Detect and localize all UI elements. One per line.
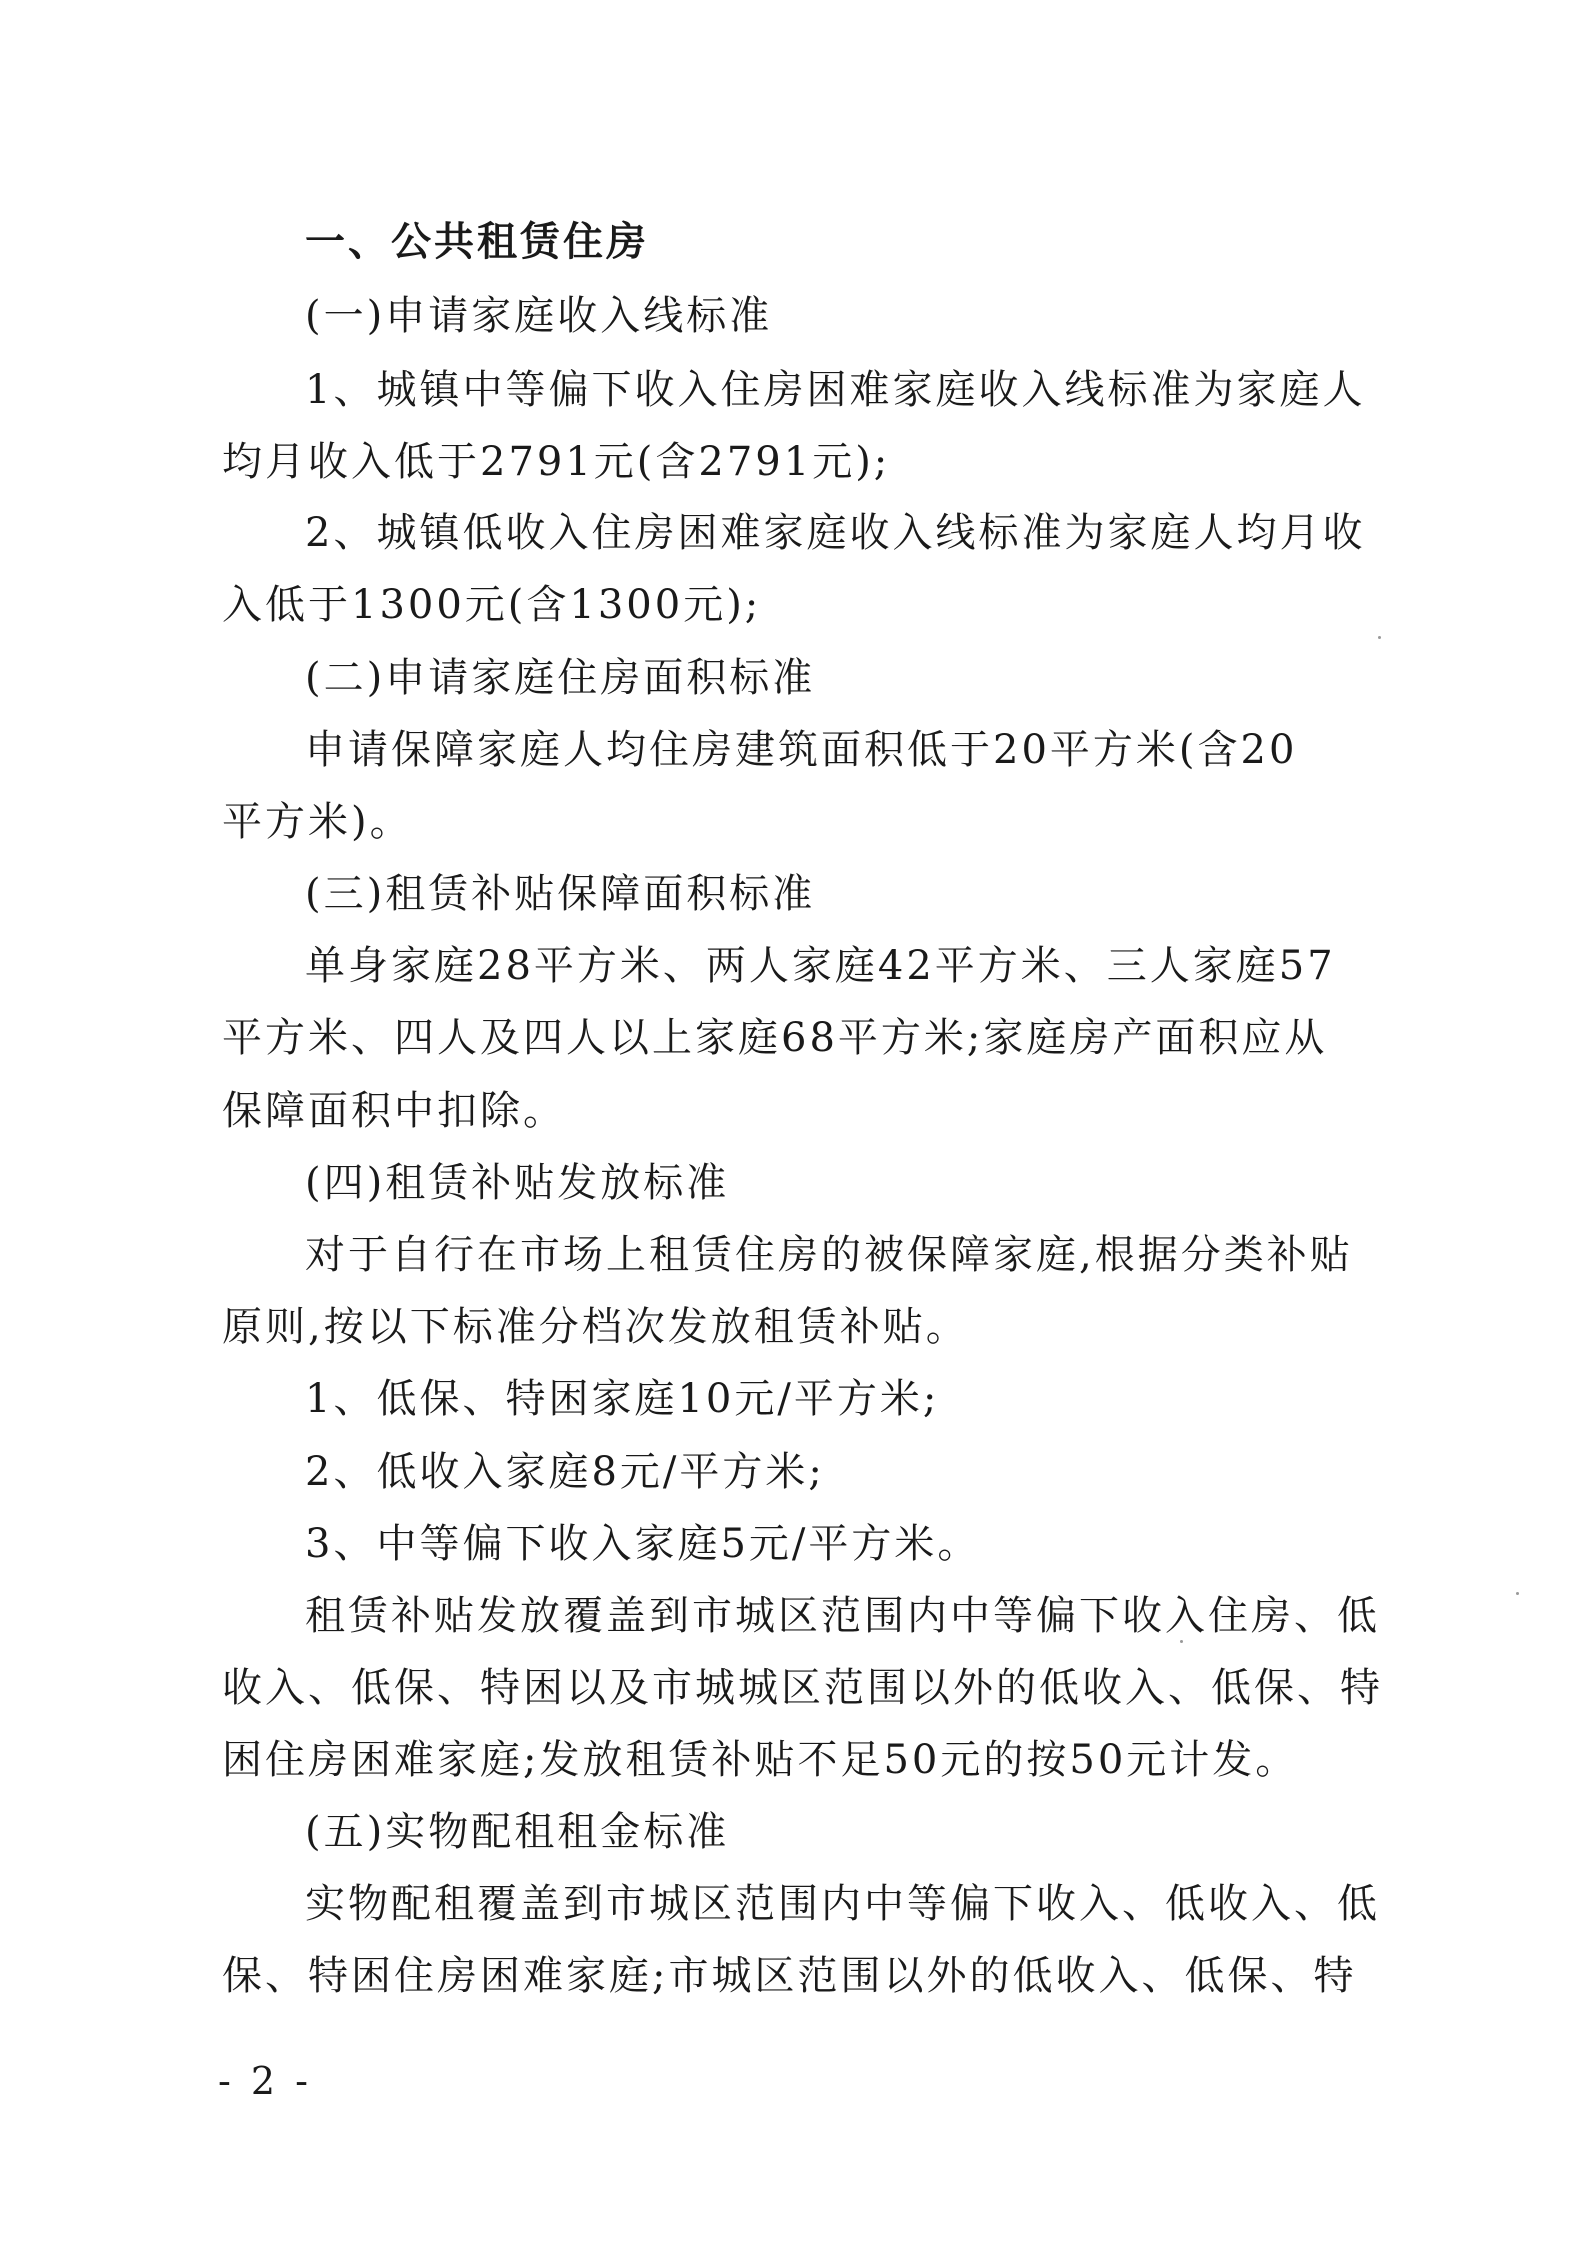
section-heading-public-rental-housing: 一、公共租赁住房 [305, 219, 649, 265]
list-item: 1、低保、特困家庭10元/平方米; [305, 1376, 940, 1422]
list-item: 2、低收入家庭8元/平方米; [305, 1449, 825, 1495]
paragraph-line: 平方米)。 [222, 799, 413, 845]
paragraph-line: 实物配租覆盖到市城区范围内中等偏下收入、低收入、低 [305, 1881, 1380, 1927]
paragraph-line: 1、城镇中等偏下收入住房困难家庭收入线标准为家庭人 [305, 367, 1366, 413]
paragraph-line: 对于自行在市场上租赁住房的被保障家庭,根据分类补贴 [305, 1232, 1353, 1278]
paragraph-line: 2、城镇低收入住房困难家庭收入线标准为家庭人均月收 [305, 510, 1366, 556]
subheading-income-standard: (一)申请家庭收入线标准 [305, 293, 773, 339]
paragraph-line: 保障面积中扣除。 [222, 1088, 566, 1134]
scan-speck [1180, 1640, 1183, 1643]
paragraph-line: 原则,按以下标准分档次发放租赁补贴。 [222, 1304, 969, 1350]
paragraph-line: 困住房困难家庭;发放租赁补贴不足50元的按50元计发。 [222, 1737, 1299, 1783]
subheading-subsidy-area-standard: (三)租赁补贴保障面积标准 [305, 871, 816, 917]
scan-speck [1378, 636, 1381, 639]
paragraph-line: 申请保障家庭人均住房建筑面积低于20平方米(含20 [305, 727, 1298, 773]
subheading-housing-area-standard: (二)申请家庭住房面积标准 [305, 655, 816, 701]
subheading-subsidy-payment-standard: (四)租赁补贴发放标准 [305, 1160, 730, 1206]
paragraph-line: 租赁补贴发放覆盖到市城区范围内中等偏下收入住房、低 [305, 1593, 1380, 1639]
paragraph-line: 保、特困住房困难家庭;市城区范围以外的低收入、低保、特 [222, 1953, 1357, 1999]
list-item: 3、中等偏下收入家庭5元/平方米。 [305, 1521, 981, 1567]
subheading-rent-standard: (五)实物配租租金标准 [305, 1809, 730, 1855]
paragraph-line: 均月收入低于2791元(含2791元); [222, 439, 891, 485]
scan-speck [1516, 1592, 1519, 1595]
page-number: - 2 - [218, 2059, 313, 2103]
paragraph-line: 单身家庭28平方米、两人家庭42平方米、三人家庭57 [305, 943, 1336, 989]
paragraph-line: 平方米、四人及四人以上家庭68平方米;家庭房产面积应从 [222, 1015, 1328, 1061]
paragraph-line: 入低于1300元(含1300元); [222, 582, 762, 628]
paragraph-line: 收入、低保、特困以及市城城区范围以外的低收入、低保、特 [222, 1665, 1383, 1711]
